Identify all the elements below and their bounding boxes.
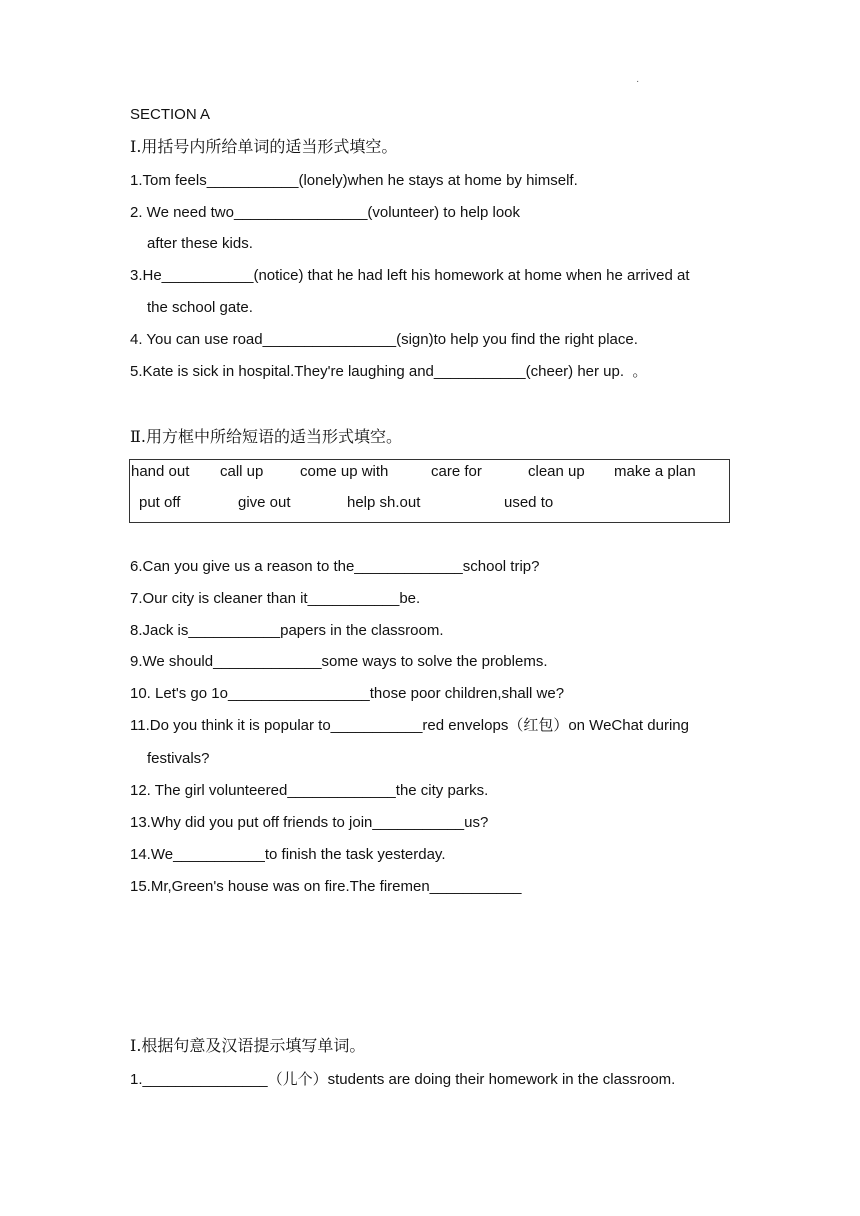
question-line: 13.Why did you put off friends to join___________us? <box>130 814 489 831</box>
question-line: 12. The girl volunteered_____________the city parks. <box>130 782 489 799</box>
phrase-option: put off <box>139 494 181 511</box>
question-line: 3.He___________(notice) that he had left his homework at home when he arrived at <box>130 267 690 284</box>
part1-heading: Ⅰ.用括号内所给单词的适当形式填空。 <box>130 137 398 156</box>
section-title: SECTION A <box>130 106 211 123</box>
phrase-option: give out <box>238 494 291 511</box>
question-line: 15.Mr,Green's house was on fire.The firemen___________ <box>130 878 522 895</box>
question-line: 14.We___________to finish the task yesterday. <box>130 846 446 863</box>
question-line-continuation: festivals? <box>147 750 210 767</box>
part2-heading: Ⅱ.用方框中所给短语的适当形式填空。 <box>130 427 402 446</box>
phrase-option: come up with <box>300 463 389 480</box>
phrase-option: used to <box>504 494 554 511</box>
question-line: 8.Jack is___________papers in the classroom. <box>130 622 444 639</box>
phrase-option: call up <box>220 463 264 480</box>
question-line: 10. Let's go 1o_________________those poor children,shall we? <box>130 685 565 702</box>
question-line: 6.Can you give us a reason to the_____________school trip? <box>130 558 540 575</box>
question-line: 5.Kate is sick in hospital.They're laughing and___________(cheer) her up. 。 <box>130 363 648 380</box>
phrase-option: help sh.out <box>347 494 421 511</box>
phrase-option: make a plan <box>614 463 696 480</box>
question-line-continuation: after these kids. <box>147 235 253 252</box>
question-line: 2. We need two________________(volunteer) to help look <box>130 204 521 221</box>
question-line: 1._______________（儿个）students are doing their homework in the classroom. <box>130 1071 676 1088</box>
page-dot: · <box>636 76 640 87</box>
phrase-option: hand out <box>131 463 190 480</box>
part3-heading: Ⅰ.根据句意及汉语提示填写单词。 <box>130 1036 366 1055</box>
question-line: 9.We should_____________some ways to solve the problems. <box>130 653 548 670</box>
phrase-option: care for <box>431 463 482 480</box>
phrase-box <box>129 459 730 523</box>
question-line: 11.Do you think it is popular to___________red envelops（红包）on WeChat during <box>130 717 689 734</box>
question-line: 7.Our city is cleaner than it___________be. <box>130 590 421 607</box>
question-line: 1.Tom feels___________(lonely)when he stays at home by himself. <box>130 172 578 189</box>
question-line: 4. You can use road________________(sign)to help you find the right place. <box>130 331 638 348</box>
question-line-continuation: the school gate. <box>147 299 253 316</box>
phrase-option: clean up <box>528 463 585 480</box>
